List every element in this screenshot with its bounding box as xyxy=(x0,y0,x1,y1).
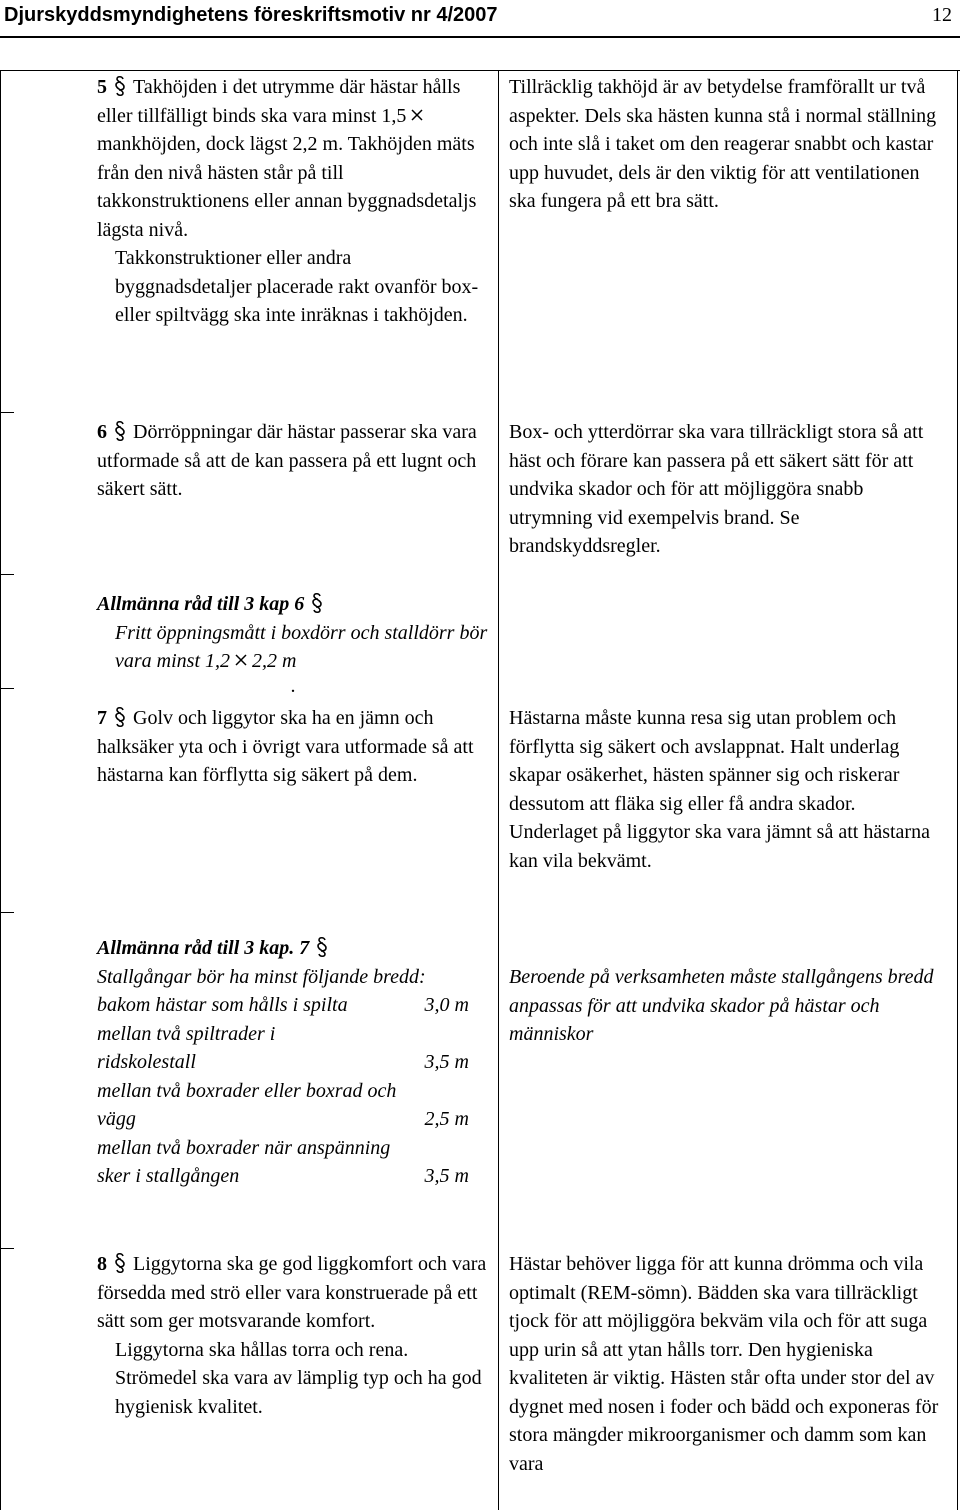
provision-text: Liggytorna ska ge god liggkomfort och vara försedda med strö eller vara konstruerade på ett sätt som ger motsvarande komfort. xyxy=(97,1253,487,1332)
width-label: mellan två boxrader när anspänning xyxy=(97,1136,391,1159)
paragraph-number: 7 xyxy=(97,707,107,729)
multiply-icon xyxy=(234,647,248,676)
width-value: 3,0 m xyxy=(424,994,469,1016)
row-5-right xyxy=(509,73,951,216)
table-right-border xyxy=(957,70,958,1510)
width-label: bakom hästar som hålls i spilta xyxy=(97,994,348,1016)
width-label: sker i stallgången xyxy=(97,1165,240,1187)
width-row xyxy=(97,991,469,1020)
row-8-right xyxy=(509,1250,951,1478)
document-title: Djurskyddsmyndighetens föreskriftsmotiv nr 4/2007 xyxy=(4,4,498,26)
page-number: 12 xyxy=(932,4,952,26)
paragraph-number: 6 xyxy=(97,421,107,443)
multiply-icon xyxy=(410,102,424,131)
width-row xyxy=(97,1162,469,1191)
comment-text: Hästarna måste kunna resa sig utan problem och förflytta sig säkert och avslappnat. Halt underlag skapar osäkerhet, hästen spänner sig och riskerar dessutom att fläka sig eller få andra skador. xyxy=(509,707,900,815)
advice-text: Fritt öppningsmått i boxdörr och stalldörr bör vara minst 1,2 xyxy=(115,621,488,672)
section-sign-icon xyxy=(110,73,130,102)
provision-text: Strömedel ska vara av lämplig typ och ha god hygienisk kvalitet. xyxy=(115,1367,482,1418)
width-label: ridskolestall xyxy=(97,1051,196,1073)
provision-text: Takhöjden i det utrymme där hästar hålls eller tillfälligt binds ska vara minst 1,5 xyxy=(97,76,461,127)
row-7-left xyxy=(97,704,489,790)
row-tick xyxy=(0,912,14,913)
general-advice-6 xyxy=(97,590,489,696)
comment-text: Hästar behöver ligga för att kunna drömma och vila optimalt (REM-sömn). Bädden ska vara tillräckligt tjock för att möjliggöra bekväm vila och för att suga upp urin så att ytan hålls torr. Den hygieniska kvaliteten är viktig. Hästen står ofta under stor del av dygnet med nosen i foder och bädd och exponeras för stora mängder mikroorganismer och damm som kan vara xyxy=(509,1253,939,1475)
row-tick xyxy=(0,412,14,413)
row-tick xyxy=(0,1248,14,1249)
advice-heading: Allmänna råd till 3 kap 6 xyxy=(97,593,305,615)
section-sign-icon xyxy=(110,418,130,447)
paragraph-number: 8 xyxy=(97,1253,107,1275)
general-advice-7 xyxy=(97,934,469,1191)
paragraph-number: 5 xyxy=(97,76,107,98)
width-row xyxy=(97,1048,469,1077)
comment-text: Underlaget på liggytor ska vara jämnt så att hästarna kan vila bekvämt. xyxy=(509,821,930,872)
comment-text: Beroende på verksamheten måste stallgångens bredd anpassas för att undvika skador på hästar och människor xyxy=(509,966,934,1045)
row-5-left xyxy=(97,73,489,330)
provision-text: mankhöjden, dock lägst 2,2 m. Takhöjden mäts från den nivå hästen står på till takkonstruktionens eller annan byggnadsdetaljs lägsta nivå. xyxy=(97,133,477,241)
column-divider xyxy=(498,70,499,1510)
provision-text: Liggytorna ska hållas torra och rena. xyxy=(115,1338,409,1361)
section-sign-icon xyxy=(110,704,130,733)
provision-text: Dörröppningar där hästar passerar ska vara utformade så att de kan passera på ett lugnt och säkert sätt. xyxy=(97,421,477,500)
general-advice-7-comment xyxy=(509,963,951,1049)
provision-text: Golv och liggytor ska ha en jämn och halksäker yta och i övrigt vara utformade så att hästarna kan förflytta sig säkert på dem. xyxy=(97,707,474,786)
header-rule xyxy=(0,36,960,38)
row-tick xyxy=(0,688,14,689)
row-8-left xyxy=(97,1250,489,1421)
advice-intro: Stallgångar bör ha minst följande bredd: xyxy=(97,965,426,988)
advice-heading: Allmänna råd till 3 kap. 7 xyxy=(97,937,310,959)
row-7-right xyxy=(509,704,951,875)
width-value: 3,5 m xyxy=(424,1051,469,1073)
comment-text: Tillräcklig takhöjd är av betydelse framförallt ur två aspekter. Dels ska hästen kunna stå i normal ställning och inte slå i taket om den reagerar snabbt och kastar upp huvudet, dels är den viktig för att ventilationen ska fungera på ett bra sätt. xyxy=(509,76,937,212)
row-6-right xyxy=(509,418,951,561)
width-row xyxy=(97,1105,469,1134)
row-tick xyxy=(0,574,14,575)
width-value: 3,5 m xyxy=(424,1165,469,1187)
table-top-border xyxy=(0,70,960,71)
table-left-border xyxy=(0,70,1,1510)
section-sign-icon xyxy=(110,1250,130,1279)
page-header xyxy=(0,0,960,38)
advice-text: 2,2 m xyxy=(252,650,297,672)
width-label: vägg xyxy=(97,1108,136,1130)
width-label: mellan två boxrader eller boxrad och xyxy=(97,1079,397,1102)
stray-dot: . xyxy=(290,674,296,697)
comment-text: Box- och ytterdörrar ska vara tillräckligt stora så att häst och förare kan passera på ett säkert sätt för att undvika skador och för att möjliggöra snabb utrymning vid exempelvis brand. Se brandskyddsregler. xyxy=(509,421,924,557)
row-6-left xyxy=(97,418,489,504)
section-sign-icon xyxy=(307,590,327,619)
width-label: mellan två spiltrader i xyxy=(97,1022,276,1045)
width-value: 2,5 m xyxy=(424,1108,469,1130)
provision-text: Takkonstruktioner eller andra byggnadsdetaljer placerade rakt ovanför box- eller spiltvägg ska inte inräknas i takhöjden. xyxy=(115,247,479,326)
section-sign-icon xyxy=(312,934,332,963)
